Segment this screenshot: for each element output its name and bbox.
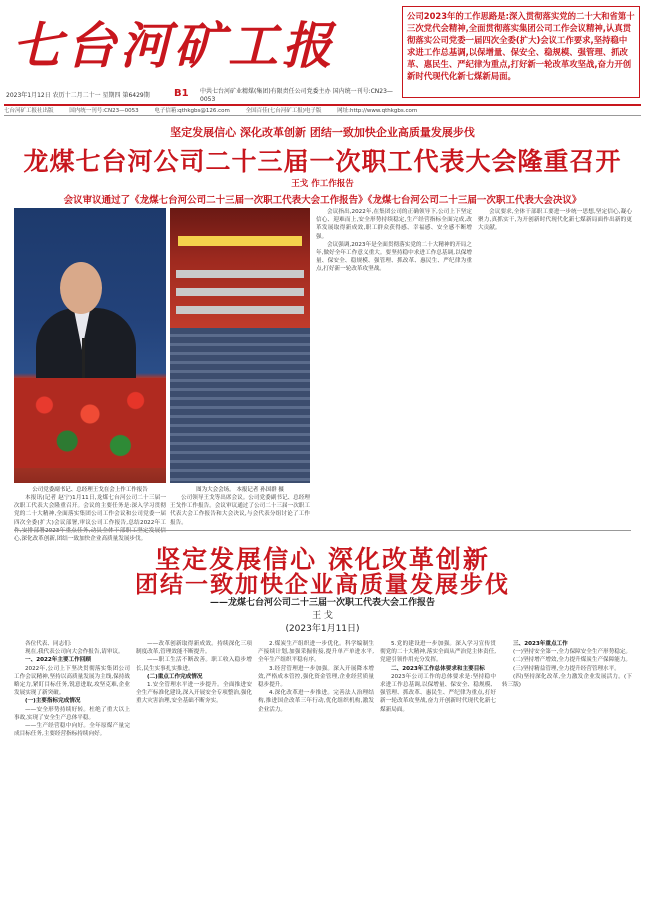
report-paragraph: (三)坚持精益管理,全力提升经营管理水平。 xyxy=(513,665,620,672)
lead-paragraph: 本报讯(记者 赵宁)1月11日,龙煤七台河公司二十三届一次职工代表大会隆重召开。会议的主要任务是:深入学习贯彻党的二十大精神,全面落实集团公司工作会议和公司党委一届四次全委(扩大)会议部署,审议公司工作报告,总结2022年工 心,深化改革创新,团结一致加快企业高质量发展步伐。 xyxy=(14,495,166,543)
report-paragraph: (四)坚持深化改革,全力激发企业发展活力。(下转三版) xyxy=(502,673,632,689)
report-date: (2023年1月11日) xyxy=(285,624,360,634)
presidium-row xyxy=(176,270,304,278)
report-section-heading: 二、2023年工作总体要求和主要目标 xyxy=(391,665,485,672)
report-section-heading: (一)主要指标完成情况 xyxy=(25,698,81,705)
presidium-row xyxy=(176,306,304,314)
report-paragraph: 各位代表、同志们: xyxy=(25,641,72,647)
flower-arrangement xyxy=(14,378,166,468)
report-paragraph: (二)坚持增产增效,全力提升煤炭生产保障能力。 xyxy=(513,657,632,664)
publisher-line: 中共七台河矿业精煤(集团)有限责任公司党委主办 国内统一刊号:CN23—0053 xyxy=(200,88,393,103)
report-author: 王 戈 xyxy=(312,611,333,621)
lead-byline: 王戈 作工作报告 xyxy=(291,179,354,189)
report-paragraph: ——生产经营稳中向好。全年原煤产量完成目标任务,主要经营指标持续向好。 xyxy=(14,723,130,738)
microphone xyxy=(82,338,85,378)
report-column-2 xyxy=(136,640,252,906)
lead-paragraph: 会议要求,全体干部职工要进一步统一思想,坚定信心,凝心聚力,真抓实干,为开创新时代现代化新七煤新局面作出新的更大贡献。 xyxy=(478,209,632,232)
issue-date: 2023年1月12日 农历十二月二十一 星期四 第6429期 xyxy=(6,92,150,99)
lead-paragraph: 会议指出,2022年,在集团公司的正确领导下,公司上下坚定信心、迎难而上,安全形势持续稳定,生产经营指标全面完成,改革发展取得新成效,职工群众获得感、幸福感、安全感不断增强。 xyxy=(316,209,472,240)
report-column-5 xyxy=(502,640,632,906)
report-subtitle: ——龙煤七台河公司二十三届一次职工代表大会工作报告 xyxy=(209,598,435,608)
report-paragraph: 5.党的建设进一步加强。深入学习宣传贯彻党的二十大精神,落实全面从严治党主体责任,党建引领作用充分发挥。 xyxy=(380,641,496,664)
masthead xyxy=(4,4,396,103)
lead-column-2 xyxy=(170,494,310,528)
conference-hall-photo xyxy=(170,208,310,483)
header-item: 电子信箱:qthkgbs@126.com xyxy=(154,108,230,114)
report-section-heading: 一、2022年主要工作回顾 xyxy=(25,657,91,664)
lead-headline: 龙煤七台河公司二十三届一次职工代表大会隆重召开 xyxy=(23,147,622,176)
photo-caption-left: 公司党委副书记、总经理王戈在会上作工作报告 xyxy=(32,487,148,493)
header-strip xyxy=(4,106,641,116)
report-section-heading: (二)重点工作完成情况 xyxy=(147,673,203,680)
stage-banner xyxy=(178,236,302,246)
lead-column-4 xyxy=(478,208,632,528)
section-divider xyxy=(14,530,631,531)
report-paragraph: 2023年公司工作的总体要求是:坚持稳中求进工作总基调,以保增量、保安全、稳规模、强管理、抓改革、惠民生、严纪律为重点,打好新一轮改革攻坚战,奋力开创新时代现代化新七煤新局面。 xyxy=(380,673,496,713)
speaker-photo xyxy=(14,208,166,483)
lead-paragraph: 公司领导王戈等出席会议。公司党委副书记、总经理王戈作工作报告。会议审议通过了公司二十三届一次职工代表大会工作报告和大会决议,与会代表分组讨论了工作报告。 xyxy=(170,495,310,526)
report-paragraph: ——职工生活不断改善。职工收入稳步增长,民生实事扎实推进。 xyxy=(136,657,252,672)
newspaper-title: 七台河矿工报 xyxy=(12,16,336,75)
report-column-4 xyxy=(380,640,496,906)
report-paragraph: 2022年,公司上下坚决贯彻落实集团公司工作会议精神,坚持以高质量发展为主线,保持战略定力,紧盯目标任务,锐意进取,攻坚克难,企业发展实现了新突破。 xyxy=(14,665,130,697)
report-column-1 xyxy=(14,640,130,906)
report-paragraph: 4.深化改革进一步推进。完善法人治理结构,推进国企改革三年行动,优化组织机构,激发企业活力。 xyxy=(258,690,374,713)
report-section-heading: 三、2023年重点工作 xyxy=(513,641,568,647)
report-paragraph: ——安全形势持续好转。杜绝了重大以上事故,实现了安全生产总体平稳。 xyxy=(14,706,130,721)
masthead-info xyxy=(4,76,396,103)
report-paragraph: 现在,我代表公司向大会作报告,请审议。 xyxy=(25,649,124,656)
report-headline-line2: 团结一致加快企业高质量发展步伐 xyxy=(135,571,510,598)
header-item: 国内统一刊号:CN23—0053 xyxy=(69,108,139,114)
work-guideline-box: 公司2023年的工作思路是:深入贯彻落实党的二十大和省第十三次党代会精神,全面贯彻落实集团公司工作会议精神,认真贯彻落实公司党委一届四次全委(扩大)会议工作要求,坚持稳中求进工作总基调,以保增量、保安全、稳规模、强管理、抓改革、惠民生、严纪律为重点,打好新一轮改革攻坚战,奋力开创新时代现代化新七煤新局面。 xyxy=(402,6,640,98)
photo-caption-right: 图为大会会场。 本报记者 孙国群 摄 xyxy=(196,487,284,493)
lead-kicker: 坚定发展信心 深化改革创新 团结一致加快企业高质量发展步伐 xyxy=(170,126,475,139)
report-paragraph: (一)坚持安全第一,全力保障安全生产形势稳定。 xyxy=(513,649,632,656)
header-item: 网址:http://www.qthkgbs.com xyxy=(337,108,418,114)
header-item: 全国百佳(七台河矿工报)电子版 xyxy=(245,108,322,114)
report-paragraph: 1.安全管理水平进一步提升。全面推进安全生产标准化建设,深入开展安全专项整治,强化重大灾害治理,安全基础不断夯实。 xyxy=(136,682,252,705)
report-paragraph: ——改革创新取得新成效。持续深化三项制度改革,管理效能不断提升。 xyxy=(136,641,252,656)
report-headline-line1: 坚定发展信心 深化改革创新 xyxy=(155,545,490,574)
header-item: 七台河矿工报社出版 xyxy=(4,108,54,114)
audience-rows xyxy=(170,328,310,483)
lead-column-3 xyxy=(316,208,472,528)
presidium-row xyxy=(176,288,304,296)
speaker-head xyxy=(60,262,102,314)
lead-column-1 xyxy=(14,494,166,543)
report-paragraph: 2.煤炭生产组织进一步优化。科学编制生产接续计划,加强采掘衔接,提升单产单进水平,全年生产组织平稳有序。 xyxy=(258,641,374,664)
report-paragraph: 3.经营管理进一步加强。深入开展降本增效,严格成本管控,强化资金管理,企业经营质量稳步提升。 xyxy=(258,665,374,689)
report-column-3 xyxy=(258,640,374,906)
lead-subhead: 会议审议通过了《龙煤七台河公司二十三届一次职工代表大会工作报告》《龙煤七台河公司二十三届一次职工代表大会决议》 xyxy=(63,195,582,206)
edition-code: B1 xyxy=(174,88,189,99)
lead-paragraph: 会议强调,2023年是全面贯彻落实党的二十大精神的开局之年,做好全年工作意义重大。要坚持稳中求进工作总基调,以保增量、保安全、稳规模、强管理、抓改革、惠民生、严纪律为重点,打好新一轮改革攻坚战。 xyxy=(316,241,472,273)
